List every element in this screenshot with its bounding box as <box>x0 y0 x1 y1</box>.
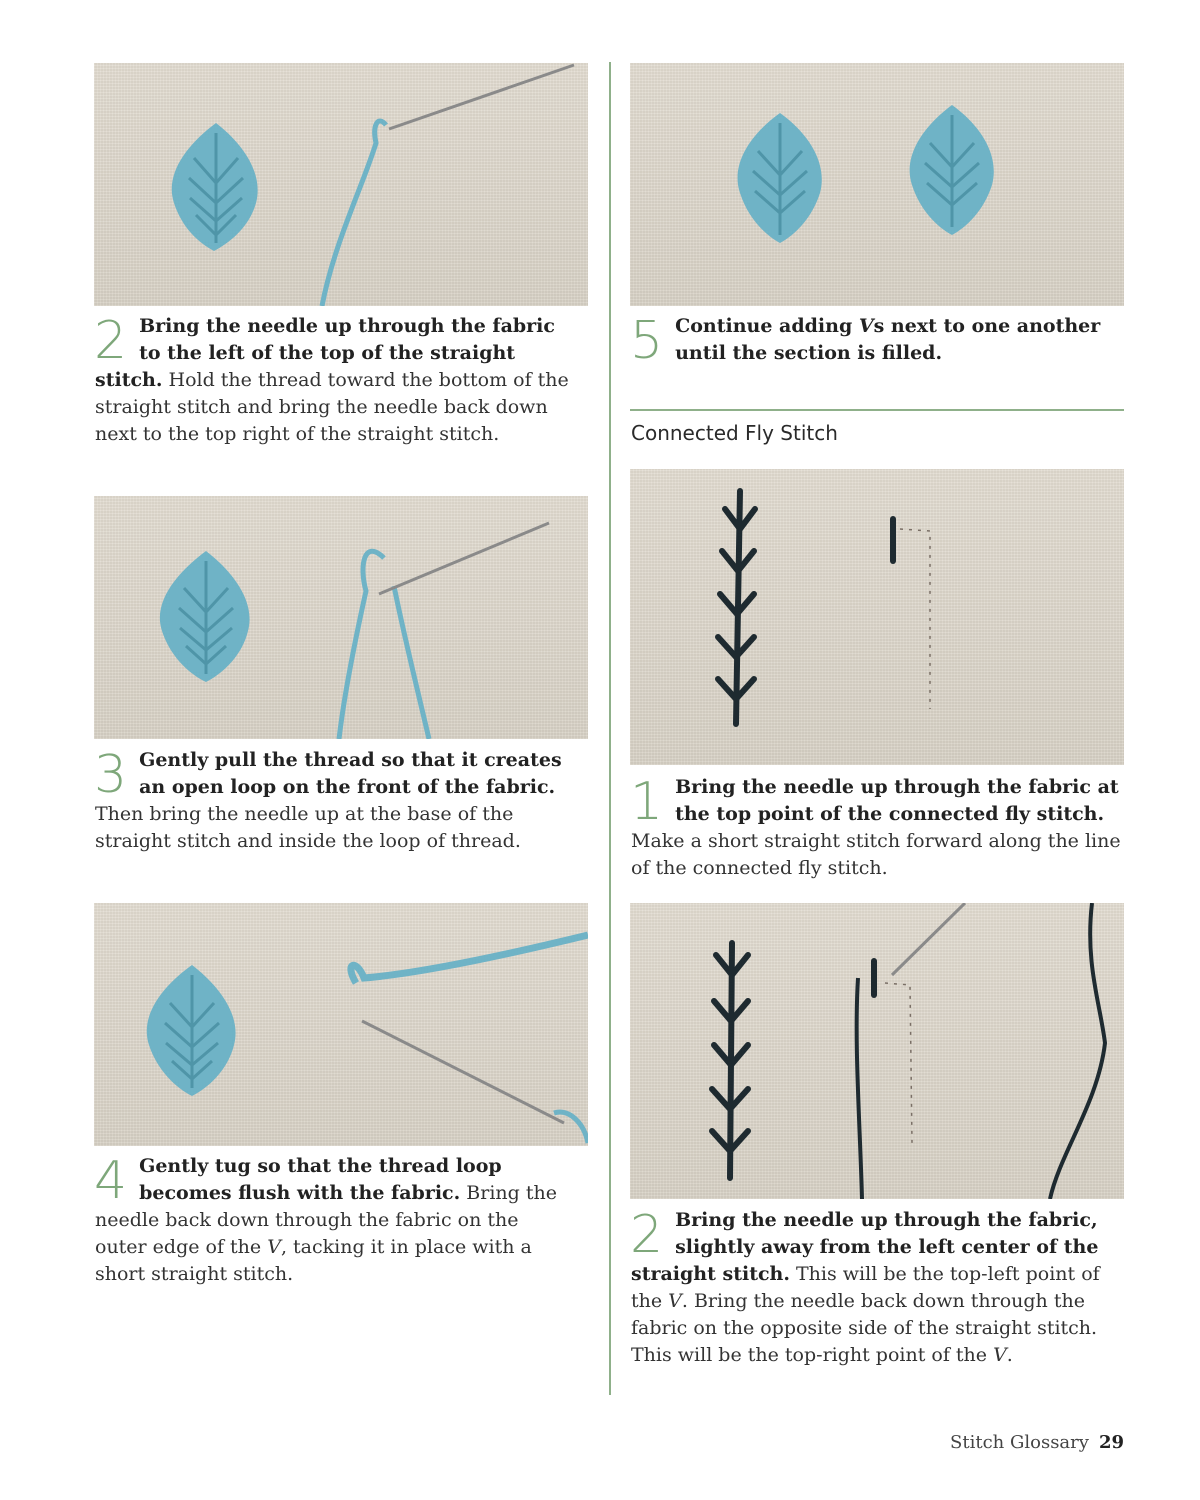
thread-loop-and-needle <box>339 523 549 739</box>
step-number: 2 <box>630 1205 664 1265</box>
step-bold-text: Gently pull the thread so that it creates an open loop on the front of the fabric. <box>139 749 562 798</box>
two-leaf-stitches-illustration <box>630 63 1124 306</box>
section-title: Connected Fly Stitch <box>631 421 838 445</box>
blue-leaf-stitch <box>147 965 236 1096</box>
step-text: This will be the top-left point of the <box>631 1263 1100 1312</box>
step-text: . <box>1006 1344 1013 1366</box>
blue-leaf-stitch <box>738 113 822 243</box>
step-text: , tacking it in place with a short straight stitch. <box>95 1236 532 1285</box>
pencil-guide <box>900 529 930 709</box>
step-italic-text: V <box>993 1344 1007 1366</box>
photo-step-2-right <box>630 903 1124 1199</box>
step-text: Hold the thread toward the bottom of the straight stitch and bring the needle back down next to the top right of the straight stitch. <box>95 369 569 445</box>
thread-and-needle <box>322 65 574 306</box>
step-3-left <box>95 747 575 855</box>
photo-step-5-right <box>630 63 1124 306</box>
bold-italic-segment: V <box>858 315 874 337</box>
step-italic-text: V <box>267 1236 281 1258</box>
bold-segment: s next to one another until the section is filled. <box>675 315 1101 364</box>
fly-stitch-illustration <box>630 469 1124 765</box>
photo-step-2-left <box>94 63 588 306</box>
needle <box>892 903 965 975</box>
step-text: Then bring the needle up at the base of the straight stitch and inside the loop of thread. <box>95 803 521 852</box>
leaf-stitch-illustration <box>94 903 588 1146</box>
page-number: 29 <box>1098 1432 1124 1453</box>
dark-fly-stitch-branch <box>712 943 748 1178</box>
leaf-stitch-illustration <box>94 63 588 306</box>
step-text: Bring the needle back down through the fabric on the outer edge of the <box>95 1182 557 1258</box>
step-bold-text: Bring the needle up through the fabric, slightly away from the left center of the straight stitch. <box>631 1209 1099 1285</box>
blue-leaf-stitch <box>160 551 250 682</box>
step-4-left <box>95 1153 575 1288</box>
step-number: 4 <box>94 1151 128 1211</box>
step-number: 5 <box>630 311 664 371</box>
column-divider <box>609 62 611 1395</box>
section-divider <box>630 409 1124 411</box>
step-number: 3 <box>94 745 128 805</box>
dark-thread-loose <box>1050 903 1105 1199</box>
blue-leaf-stitch <box>910 105 994 235</box>
step-number: 1 <box>630 772 664 832</box>
photo-step-3-left <box>94 496 588 739</box>
fly-stitch-illustration <box>630 903 1124 1199</box>
dark-fly-stitch-branch <box>718 491 755 724</box>
thread-and-needle <box>351 935 588 1143</box>
step-5-right <box>630 311 1121 371</box>
step-1-right <box>631 774 1121 882</box>
step-italic-text: V <box>668 1290 682 1312</box>
step-text: . Bring the needle back down through the fabric on the opposite side of the straight stitch. This will be the top-right point of the <box>631 1290 1098 1366</box>
blue-leaf-stitch <box>172 123 258 251</box>
footer-section: Stitch Glossary <box>950 1432 1089 1453</box>
step-number: 2 <box>94 311 128 371</box>
page-footer <box>950 1432 1124 1453</box>
step-text: Make a short straight stitch forward along the line of the connected fly stitch. <box>631 830 1121 879</box>
step-2-left <box>95 313 575 448</box>
step-bold-text <box>675 315 1100 364</box>
step-2-right <box>631 1207 1121 1369</box>
step-bold-text: Bring the needle up through the fabric to the left of the top of the straight stitch. <box>95 315 555 391</box>
bold-segment: Continue adding <box>675 315 859 337</box>
photo-step-1-right <box>630 469 1124 765</box>
pencil-guide <box>885 983 912 1143</box>
leaf-stitch-illustration <box>94 496 588 739</box>
step-bold-text: Gently tug so that the thread loop becomes flush with the fabric. <box>139 1155 502 1204</box>
step-bold-text: Bring the needle up through the fabric at the top point of the connected fly stitch. <box>675 776 1119 825</box>
dark-thread <box>857 978 862 1199</box>
photo-step-4-left <box>94 903 588 1146</box>
